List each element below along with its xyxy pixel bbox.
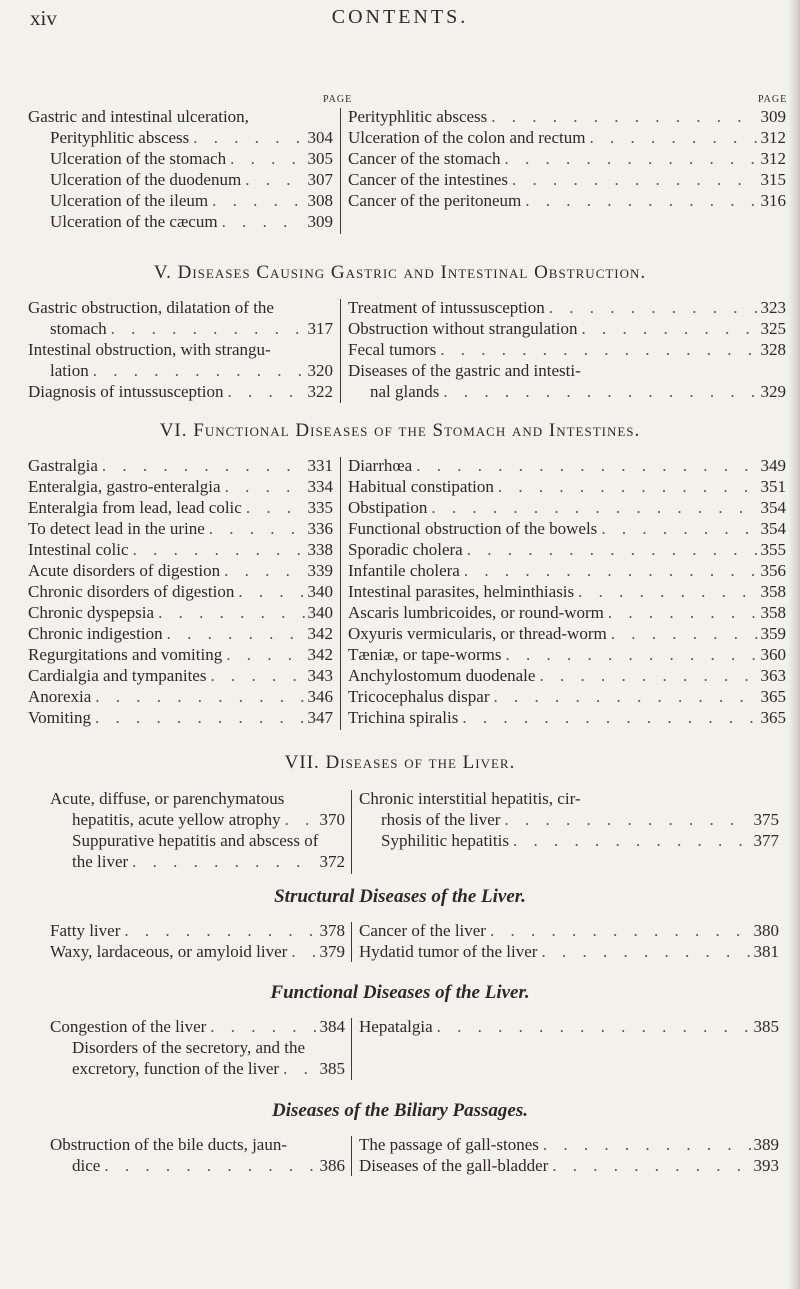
dot-leader: [189, 127, 305, 148]
entry-page: 349: [760, 456, 786, 475]
entry-title: Intestinal parasites, helminthiasis: [348, 582, 575, 601]
dot-leader: [460, 560, 758, 581]
dot-leader: [508, 169, 758, 190]
entry-title: Chronic disorders of digestion: [28, 582, 235, 601]
toc-entry: [50, 920, 345, 941]
dot-leader: [206, 665, 305, 686]
entry-title: Tricocephalus dispar: [348, 687, 490, 706]
biliary-left-column: [50, 1134, 345, 1176]
entry-page: 338: [307, 540, 333, 559]
toc-entry: [28, 602, 333, 623]
toc-entry: [348, 644, 786, 665]
entry-page: 342: [307, 645, 333, 664]
structural-diseases-heading: Structural Diseases of the Liver.: [274, 886, 526, 907]
toc-entry: rhosis of the liver . . . 375: [359, 809, 779, 830]
toc-entry: [348, 518, 786, 539]
toc-entry: [348, 455, 786, 476]
dot-leader: [548, 1155, 751, 1176]
entry-title: Hydatid tumor of the liver: [359, 942, 538, 961]
dot-leader: [597, 518, 758, 539]
dot-leader: [220, 560, 305, 581]
toc-entry: [28, 539, 333, 560]
dot-leader: [494, 476, 758, 497]
entry-title: Infantile cholera: [348, 561, 460, 580]
toc-entry: [348, 497, 786, 518]
toc-entry: [348, 686, 786, 707]
entry-title: Fatty liver: [50, 921, 121, 940]
dot-leader: [241, 169, 305, 190]
toc-entry: [348, 665, 786, 686]
entry-page: 354: [760, 519, 786, 538]
s7-left-column: [50, 788, 345, 872]
entry-text: Disorders of the secretory, and the: [72, 1038, 306, 1057]
toc-entry: [348, 581, 786, 602]
entry-page: 379: [319, 942, 345, 961]
entry-page: 360: [760, 645, 786, 664]
s7-right-column: [359, 788, 779, 851]
toc-entry: [348, 106, 786, 127]
entry-page: 346: [307, 687, 333, 706]
structural-left-column: [50, 920, 345, 962]
entry-title: Enteralgia, gastro-enteralgia: [28, 477, 221, 496]
toc-entry: [28, 707, 333, 728]
dot-leader: [585, 127, 758, 148]
toc-entry: nal glands . . . 329: [348, 381, 786, 402]
dot-leader: [501, 644, 758, 665]
s4-left-list: [28, 127, 333, 232]
biliary-diseases-heading: Diseases of the Biliary Passages.: [272, 1100, 528, 1121]
dot-leader: [91, 707, 305, 728]
column-rule: [351, 922, 352, 962]
entry-text: Obstruction of the bile ducts, jaun-: [50, 1135, 288, 1154]
entry-title: Functional obstruction of the bowels: [348, 519, 598, 538]
dot-leader: [412, 455, 758, 476]
dot-leader: [218, 211, 305, 232]
s5-right-column: [348, 297, 786, 402]
entry-text: Diseases of the gastric and intesti-: [348, 361, 581, 380]
toc-entry: [28, 190, 333, 211]
page-edge: [788, 0, 800, 1289]
entry-page: 342: [307, 624, 333, 643]
dot-leader: [535, 665, 758, 686]
dot-leader: [427, 497, 758, 518]
s6-right-column: [348, 455, 786, 728]
dot-leader: [521, 190, 758, 211]
entry-page: 356: [760, 561, 786, 580]
column-rule: [351, 790, 352, 874]
entry-page: 378: [319, 921, 345, 940]
page-number: xiv: [30, 6, 57, 30]
entry-text: Gastric obstruction, dilatation of the: [28, 298, 274, 317]
toc-entry: [359, 1155, 779, 1176]
dot-leader: [242, 497, 305, 518]
dot-leader: [487, 106, 758, 127]
entry-text: Intestinal obstruction, with strangu-: [28, 340, 271, 359]
entry-title: Cancer of the peritoneum: [348, 191, 522, 210]
entry-page: 355: [760, 540, 786, 559]
dot-leader: [222, 644, 305, 665]
dot-leader: [120, 920, 317, 941]
toc-entry: [348, 623, 786, 644]
entry-title: Ulceration of the duodenum: [50, 170, 242, 189]
entry-title: Cancer of the intestines: [348, 170, 509, 189]
entry-page: 380: [753, 921, 779, 940]
section-vi-heading: VI. Functional Diseases of the Stomach and Intestines.: [159, 420, 641, 441]
functional-diseases-heading: Functional Diseases of the Liver.: [270, 982, 530, 1003]
entry-page: 365: [760, 708, 786, 727]
toc-entry: [348, 148, 786, 169]
entry-title: Chronic indigestion: [28, 624, 163, 643]
toc-entry: [50, 941, 345, 962]
toc-entry: [359, 920, 779, 941]
page-column-label-right: PAGE: [758, 94, 788, 105]
entry-title: Ascaris lumbricoides, or round-worm: [348, 603, 604, 622]
dot-leader: [226, 148, 305, 169]
s6-left-list: [28, 455, 333, 728]
entry-title: Obstipation: [348, 498, 428, 517]
toc-entry: Diagnosis of intussusception . . . 322: [28, 381, 333, 402]
toc-entry: [348, 602, 786, 623]
structural-left-list: [50, 920, 345, 962]
entry-page: 365: [760, 687, 786, 706]
dot-leader: [607, 623, 758, 644]
entry-page: 363: [760, 666, 786, 685]
running-title: CONTENTS.: [331, 6, 469, 28]
dot-leader: [208, 190, 305, 211]
entry-page: 309: [307, 212, 333, 231]
entry-page: 312: [760, 128, 786, 147]
toc-entry: [28, 211, 333, 232]
toc-entry: [28, 560, 333, 581]
s6-left-column: [28, 455, 333, 728]
toc-entry: Congestion of the liver . . . 384: [50, 1016, 345, 1037]
entry-page: 334: [307, 477, 333, 496]
entry-title: Intestinal colic: [28, 540, 129, 559]
dot-leader: [500, 148, 758, 169]
toc-entry: Obstruction without strangulation . . . 325: [348, 318, 786, 339]
entry-page: 339: [307, 561, 333, 580]
page-column-label-left: PAGE: [323, 94, 353, 105]
toc-entry: Syphilitic hepatitis . . . 377: [359, 830, 779, 851]
dot-leader: [463, 539, 758, 560]
entry-page: 358: [760, 603, 786, 622]
entry-title: Trichina spiralis: [348, 708, 459, 727]
entry-title: Enteralgia from lead, lead colic: [28, 498, 242, 517]
entry-title: Cardialgia and tympanites: [28, 666, 207, 685]
entry-page: 307: [307, 170, 333, 189]
entry-title: Chronic dyspepsia: [28, 603, 155, 622]
section-vii-heading: VII. Diseases of the Liver.: [284, 752, 516, 773]
entry-page: 305: [307, 149, 333, 168]
entry-title: Habitual constipation: [348, 477, 494, 496]
s4-left-heading: Gastric and intestinal ulceration,: [28, 107, 249, 126]
toc-entry: [28, 686, 333, 707]
entry-title: Anorexia: [28, 687, 92, 706]
entry-page: 381: [753, 942, 779, 961]
toc-entry: [28, 497, 333, 518]
entry-title: Diseases of the gall-bladder: [359, 1156, 549, 1175]
entry-page: 354: [760, 498, 786, 517]
column-rule: [340, 457, 341, 730]
entry-text: Suppurative hepatitis and abscess of: [72, 831, 319, 850]
entry-page: 309: [760, 107, 786, 126]
dot-leader: [154, 602, 305, 623]
toc-entry: [359, 1134, 779, 1155]
toc-entry: Treatment of intussusception . . . 323: [348, 297, 786, 318]
structural-right-list: [359, 920, 779, 962]
toc-entry: [348, 560, 786, 581]
entry-page: 336: [307, 519, 333, 538]
dot-leader: [458, 707, 758, 728]
entry-page: 358: [760, 582, 786, 601]
entry-title: Perityphlitic abscess: [50, 128, 190, 147]
toc-entry: [348, 539, 786, 560]
functional-left-column: [50, 1016, 345, 1079]
biliary-right-column: [359, 1134, 779, 1176]
toc-entry: Fecal tumors . . . 328: [348, 339, 786, 360]
toc-entry: [28, 169, 333, 190]
s4-right-list: [348, 106, 786, 211]
entry-page: 308: [307, 191, 333, 210]
dot-leader: [91, 686, 305, 707]
entry-page: 393: [753, 1156, 779, 1175]
entry-page: 331: [307, 456, 333, 475]
entry-page: 304: [307, 128, 333, 147]
s4-left-column: [28, 106, 333, 232]
dot-leader: [604, 602, 758, 623]
toc-entry: hepatitis, acute yellow atrophy . . . 370: [50, 809, 345, 830]
entry-title: To detect lead in the urine: [28, 519, 205, 538]
toc-entry: [28, 581, 333, 602]
toc-entry: [348, 127, 786, 148]
entry-title: The passage of gall-stones: [359, 1135, 539, 1154]
dot-leader: [221, 476, 305, 497]
entry-title: Waxy, lardaceous, or amyloid liver: [50, 942, 288, 961]
dot-leader: [490, 686, 759, 707]
entry-page: 389: [753, 1135, 779, 1154]
dot-leader: [486, 920, 751, 941]
toc-entry: [348, 707, 786, 728]
entry-title: Sporadic cholera: [348, 540, 463, 559]
dot-leader: [163, 623, 305, 644]
entry-page: 351: [760, 477, 786, 496]
dot-leader: [98, 455, 305, 476]
column-rule: [340, 299, 341, 403]
dot-leader: [574, 581, 758, 602]
entry-page: 316: [760, 191, 786, 210]
entry-text: Acute, diffuse, or parenchymatous: [50, 789, 285, 808]
dot-leader: [205, 518, 305, 539]
entry-title: Oxyuris vermicularis, or thread-worm: [348, 624, 607, 643]
entry-title: Ulceration of the stomach: [50, 149, 227, 168]
biliary-right-list: [359, 1134, 779, 1176]
toc-entry: dice . . . 386: [50, 1155, 345, 1176]
entry-page: 312: [760, 149, 786, 168]
toc-entry: Hepatalgia . . . 385: [359, 1016, 779, 1037]
column-rule: [351, 1018, 352, 1080]
dot-leader: [234, 581, 305, 602]
entry-page: 315: [760, 170, 786, 189]
toc-entry: [28, 148, 333, 169]
toc-entry: [28, 623, 333, 644]
column-rule: [340, 108, 341, 234]
dot-leader: [539, 1134, 751, 1155]
toc-entry: [28, 518, 333, 539]
entry-title: Ulceration of the ileum: [50, 191, 209, 210]
entry-title: Acute disorders of digestion: [28, 561, 221, 580]
structural-right-column: [359, 920, 779, 962]
toc-entry: [28, 127, 333, 148]
functional-right-column: [359, 1016, 779, 1037]
entry-title: Ulceration of the cæcum: [50, 212, 218, 231]
entry-page: 359: [760, 624, 786, 643]
entry-title: Gastralgia: [28, 456, 98, 475]
toc-entry: [359, 941, 779, 962]
entry-page: 347: [307, 708, 333, 727]
entry-title: Ulceration of the colon and rectum: [348, 128, 586, 147]
dot-leader: [287, 941, 317, 962]
toc-entry: [348, 190, 786, 211]
s5-left-column: [28, 297, 333, 402]
dot-leader: [537, 941, 751, 962]
entry-title: Perityphlitic abscess: [348, 107, 488, 126]
entry-title: Tæniæ, or tape-worms: [348, 645, 502, 664]
toc-entry: [348, 169, 786, 190]
entry-title: Cancer of the stomach: [348, 149, 501, 168]
entry-page: 340: [307, 603, 333, 622]
running-header: [0, 6, 800, 36]
entry-page: 340: [307, 582, 333, 601]
toc-entry: stomach . . . 317: [28, 318, 333, 339]
dot-leader: [129, 539, 305, 560]
s4-right-column: [348, 106, 786, 211]
entry-title: Vomiting: [28, 708, 91, 727]
toc-entry: excretory, function of the liver . . . 385: [50, 1058, 345, 1079]
column-rule: [351, 1136, 352, 1176]
s6-right-list: [348, 455, 786, 728]
toc-entry: [28, 665, 333, 686]
entry-title: Anchylostomum duodenale: [348, 666, 536, 685]
toc-entry: [28, 644, 333, 665]
toc-entry: [28, 476, 333, 497]
toc-entry: [28, 455, 333, 476]
toc-entry: lation . . . 320: [28, 360, 333, 381]
toc-entry: [348, 476, 786, 497]
section-v-heading: V. Diseases Causing Gastric and Intestinal Obstruction.: [153, 262, 647, 283]
entry-page: 335: [307, 498, 333, 517]
entry-title: Diarrhœa: [348, 456, 413, 475]
entry-title: Regurgitations and vomiting: [28, 645, 223, 664]
entry-page: 343: [307, 666, 333, 685]
entry-text: Chronic interstitial hepatitis, cir-: [359, 789, 581, 808]
toc-entry: the liver . . . 372: [50, 851, 345, 872]
entry-title: Cancer of the liver: [359, 921, 486, 940]
